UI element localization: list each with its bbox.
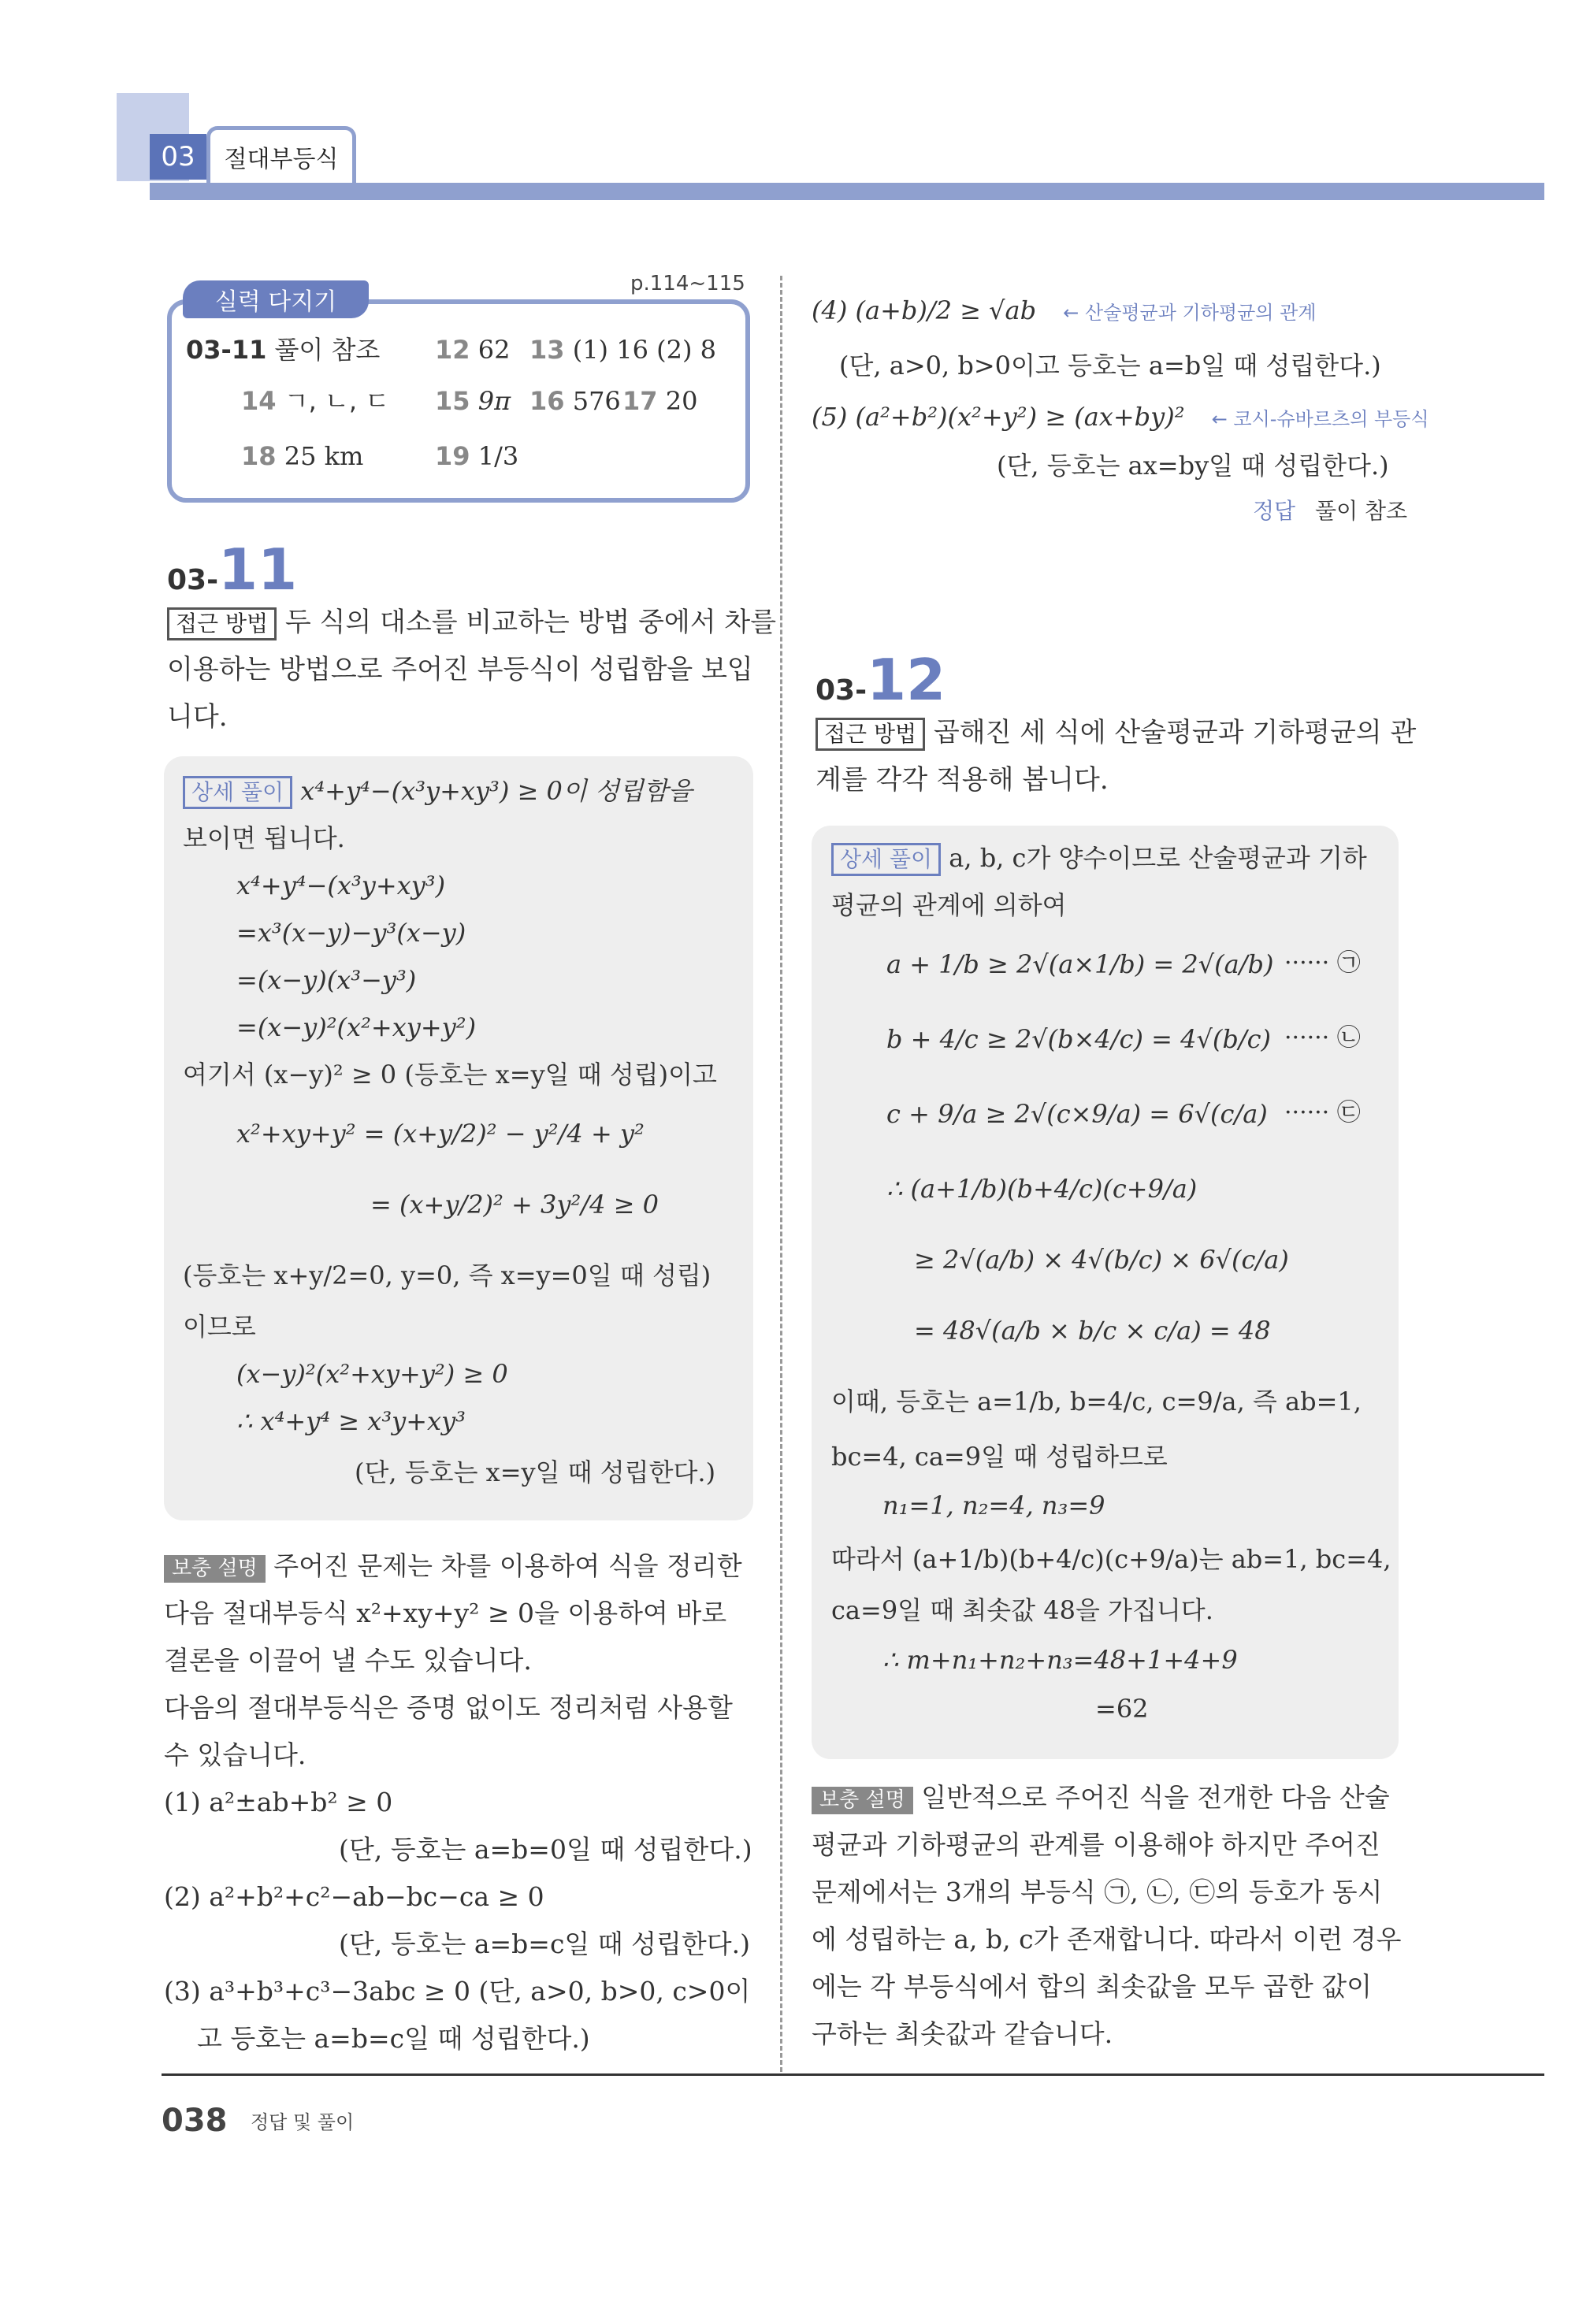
s12-extra-line-2: 평균과 기하평균의 관계를 이용해야 하지만 주어진	[812, 1829, 1380, 1860]
page-range: p.114~115	[630, 272, 745, 295]
mark-2: ······ ㉡	[1284, 1024, 1361, 1052]
answer-19: 19 1/3	[435, 441, 519, 471]
answer-15: 15 9π	[435, 386, 511, 416]
answer-label: 정답	[1253, 498, 1296, 524]
ineq-5: (5) (a²+b²)(x²+y²) ≥ (ax+by)² ← 코시-슈바르츠의 부등식	[812, 402, 1429, 432]
s12-extra-line-6: 구하는 최솟값과 같습니다.	[812, 2018, 1113, 2049]
s12-amgm-3: c + 9/a ≥ 2√(c×9/a) = 6√(c/a)	[886, 1099, 1268, 1129]
s11-approach-line-1: 접근 방법 두 식의 대소를 비교하는 방법 중에서 차를	[167, 607, 776, 640]
s12-sum: ∴ m+n₁+n₂+n₃=48+1+4+9	[882, 1645, 1238, 1675]
s11-detail-line-2: 보이면 됩니다.	[183, 823, 345, 853]
s12-approach-line-2: 계를 각각 적용해 봅니다.	[816, 764, 1109, 796]
ineq-4-cond: (단, a>0, b>0이고 등호는 a=b일 때 성립한다.)	[839, 351, 1381, 381]
answer-13: 13 (1) 16 (2) 8	[529, 335, 716, 365]
s11-extra-ineq-2-cond: (단, 등호는 a=b=c일 때 성립한다.)	[339, 1929, 751, 1959]
header-bar	[150, 183, 1544, 200]
answer-row-1: 03-11 풀이 참조	[186, 335, 381, 365]
answer-17: 17 20	[622, 386, 698, 416]
s11-conclusion: ∴ x⁴+y⁴ ≥ x³y+xy³	[236, 1406, 466, 1436]
s11-detail-line-1: 상세 풀이 x⁴+y⁴−(x³y+xy³) ≥ 0이 성립함을	[183, 776, 693, 809]
answer-18: 18 25 km	[241, 441, 364, 471]
s12-equality-2: bc=4, ca=9일 때 성립하므로	[831, 1442, 1168, 1472]
answer-16: 16 576	[529, 386, 621, 416]
s11-extra-ineq-1: (1) a²±ab+b² ≥ 0	[164, 1787, 393, 1817]
s12-amgm-1: a + 1/b ≥ 2√(a×1/b) = 2√(a/b)	[886, 949, 1274, 979]
column-divider	[780, 276, 782, 2072]
s12-approach-line-1: 접근 방법 곱해진 세 식에 산술평균과 기하평균의 관	[816, 717, 1416, 751]
section-12-heading: 03-12	[816, 647, 946, 713]
extra-tag: 보충 설명	[164, 1555, 266, 1583]
s11-complete-square-1: x²+xy+y² = (x+y/2)² − y²/4 + y²	[236, 1119, 645, 1149]
s11-extra-ineq-3: (3) a³+b³+c³−3abc ≥ 0 (단, a>0, b>0, c>0이	[164, 1976, 751, 2007]
s12-detail-line-1: 상세 풀이 a, b, c가 양수이므로 산술평균과 기하	[831, 843, 1367, 876]
s11-step-1: x⁴+y⁴−(x³y+xy³)	[236, 871, 446, 900]
s12-product-value: = 48√(a/b × b/c × c/a) = 48	[914, 1316, 1271, 1346]
approach-tag: 접근 방법	[167, 607, 277, 640]
s11-extra-line-5: 수 있습니다.	[164, 1739, 307, 1770]
s11-approach-line-2: 이용하는 방법으로 주어진 부등식이 성립함을 보입	[167, 654, 753, 685]
s12-extra-line-1: 보충 설명 일반적으로 주어진 식을 전개한 다음 산술	[812, 1782, 1390, 1814]
s12-product: ∴ (a+1/b)(b+4/c)(c+9/a)	[886, 1174, 1198, 1204]
mark-3: ······ ㉢	[1284, 1099, 1361, 1127]
s11-equality-note: (등호는 x+y/2=0, y=0, 즉 x=y=0일 때 성립)	[183, 1260, 711, 1290]
s11-step-2: =x³(x−y)−y³(x−y)	[236, 918, 466, 948]
s12-extra-line-4: 에 성립하는 a, b, c가 존재합니다. 따라서 이런 경우	[812, 1924, 1402, 1955]
s11-equality-final: (단, 등호는 x=y일 때 성립한다.)	[355, 1457, 716, 1487]
ineq-5-cond: (단, 등호는 ax=by일 때 성립한다.)	[997, 451, 1389, 481]
ineq-5-note: ← 코시-슈바르츠의 부등식	[1211, 408, 1429, 430]
footer-rule	[162, 2073, 1544, 2076]
page-number: 038	[162, 2103, 228, 2139]
s12-sum-result: =62	[1095, 1694, 1149, 1724]
s12-extra-line-5: 에는 각 부등식에서 합의 최솟값을 모두 곱한 값이	[812, 1971, 1372, 2002]
s12-extra-line-3: 문제에서는 3개의 부등식 ㉠, ㉡, ㉢의 등호가 동시	[812, 1877, 1383, 1907]
s11-step-3: =(x−y)(x³−y³)	[236, 965, 417, 995]
s11-step-4: =(x−y)²(x²+xy+y²)	[236, 1012, 477, 1042]
s11-detail-therefore: 이므로	[183, 1312, 256, 1342]
detail-tag: 상세 풀이	[183, 776, 292, 809]
footer-label: 정답 및 풀이	[251, 2111, 355, 2133]
s12-product-bound: ≥ 2√(a/b) × 4√(b/c) × 6√(c/a)	[914, 1245, 1289, 1275]
s11-detail-line-7: 여기서 (x−y)² ≥ 0 (등호는 x=y일 때 성립)이고	[183, 1060, 717, 1090]
chapter-number: 03	[150, 134, 206, 180]
ineq-4: (4) (a+b)/2 ≥ √ab ← 산술평균과 기하평균의 관계	[812, 295, 1317, 325]
answer-12: 12 62	[435, 335, 511, 365]
s11-approach-line-3: 니다.	[167, 701, 228, 733]
s12-n-values: n₁=1, n₂=4, n₃=9	[882, 1491, 1105, 1520]
s12-amgm-2: b + 4/c ≥ 2√(b×4/c) = 4√(b/c)	[886, 1024, 1271, 1054]
s11-extra-line-2: 다음 절대부등식 x²+xy+y² ≥ 0을 이용하여 바로	[164, 1598, 727, 1628]
s11-extra-line-4: 다음의 절대부등식은 증명 없이도 정리처럼 사용할	[164, 1692, 733, 1723]
s12-equality: 이때, 등호는 a=1/b, b=4/c, c=9/a, 즉 ab=1,	[831, 1387, 1362, 1416]
answer-box-badge: 실력 다지기	[183, 280, 369, 318]
section-11-heading: 03-11	[167, 536, 298, 603]
s12-detail-line-2: 평균의 관계에 의하여	[831, 890, 1067, 920]
chapter-title: 절대부등식	[206, 126, 356, 183]
ineq-4-note: ← 산술평균과 기하평균의 관계	[1063, 302, 1317, 324]
s12-therefore-2: ca=9일 때 최솟값 48을 가집니다.	[831, 1595, 1213, 1625]
s11-extra-ineq-1-cond: (단, 등호는 a=b=0일 때 성립한다.)	[339, 1834, 752, 1865]
mark-1: ······ ㉠	[1284, 949, 1361, 977]
answer-14: 14 ㄱ, ㄴ, ㄷ	[241, 386, 390, 416]
s11-extra-ineq-2: (2) a²+b²+c²−ab−bc−ca ≥ 0	[164, 1881, 544, 1912]
answer-line: 정답 풀이 참조	[1253, 498, 1408, 524]
s11-extra-line-1: 보충 설명 주어진 문제는 차를 이용하여 식을 정리한	[164, 1550, 742, 1583]
s11-extra-line-3: 결론을 이끌어 낼 수도 있습니다.	[164, 1645, 532, 1676]
s11-complete-square-2: = (x+y/2)² + 3y²/4 ≥ 0	[370, 1190, 659, 1220]
s11-extra-ineq-3-cond: 고 등호는 a=b=c일 때 성립한다.)	[197, 2023, 590, 2054]
s11-step-5: (x−y)²(x²+xy+y²) ≥ 0	[236, 1359, 508, 1389]
s12-therefore-1: 따라서 (a+1/b)(b+4/c)(c+9/a)는 ab=1, bc=4,	[831, 1544, 1391, 1574]
